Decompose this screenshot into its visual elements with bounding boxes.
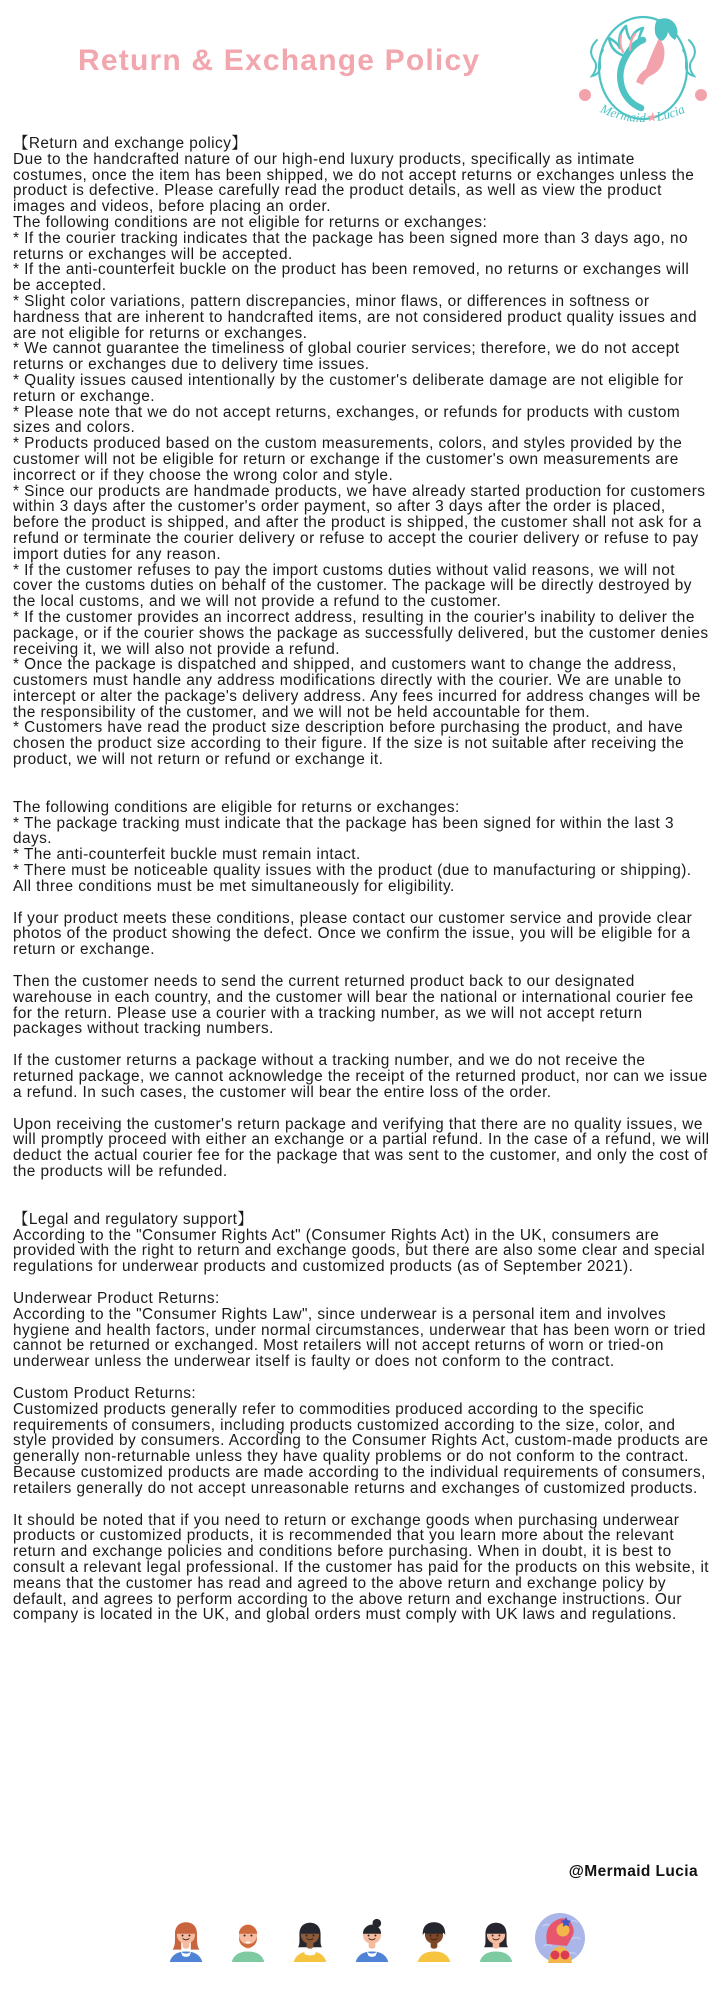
avatar-row [163, 1913, 585, 1963]
eligible-intro: The following conditions are eligible for returns or exchanges: [13, 798, 460, 816]
logo-mermaid-torso [636, 38, 664, 85]
avatar-man-ginger-beard-icon [225, 1917, 271, 1963]
eligible-note: All three conditions must be met simultaneously for eligibility. [13, 877, 455, 895]
policy-text [13, 136, 711, 1623]
mermaid-logo-icon [572, 8, 714, 136]
not-eligible-item: * If the customer refuses to pay the import customs duties without valid reasons, we will not cover the customs duties on behalf of the customer. The package will be directly destroyed by the local customs, and we will not provide a refund to the customer. [13, 561, 692, 611]
legal-section-heading: 【Legal and regulatory support】 [13, 1210, 254, 1228]
process-paragraph: Upon receiving the customer's return package and verifying that there are no quality issues, we will promptly proceed with either an exchange or a partial refund. In the case of a refund, we will deduct the actual courier fee for the package that was sent to the customer, and only the cost of the products will be refunded. [13, 1115, 710, 1181]
process-paragraph: Then the customer needs to send the current returned product back to our designated warehouse in each country, and the customer will bear the national or international courier fee for the return. Please use a courier with a tracking number, as we will not accept return packages without tracking numbers. [13, 973, 694, 1038]
not-eligible-intro: The following conditions are not eligible for returns or exchanges: [13, 213, 488, 231]
logo-mermaid-tail [620, 40, 643, 108]
avatar-woman-dark-long-icon [287, 1917, 333, 1963]
custom-returns-body: Customized products generally refer to commodities produced according to the specific requirements of consumers, including products customized according to the size, color, and style provided by consumers. According to the Consumer Rights Act, custom-made products are generally non-returnable unless they have quality problems or do not conform to the contract. Because customized products are made according to the individual requirements of consumers, retailers generally do not accept unreasonable returns and exchanges of customized products. [13, 1400, 709, 1497]
eligible-item: * The package tracking must indicate that the package has been signed for within the last 3 days. [13, 814, 674, 848]
process-paragraph: If your product meets these conditions, please contact our customer service and provide clear photos of the product showing the defect. Once we confirm the issue, you will be eligible for a return or exchange. [13, 909, 693, 959]
not-eligible-item: * Quality issues caused intentionally by the customer's deliberate damage are not eligible for return or exchange. [13, 371, 684, 405]
not-eligible-item: * Since our products are handmade products, we have already started production for customers within 3 days after the customer's order payment, so after 3 days after the order is placed, before the product is shipped, and after the product is shipped, the customer shall not ask for a refund or terminate the courier delivery or refuse to accept the courier delivery or refuse to pay import duties for any reason. [13, 482, 706, 563]
eligible-item: * The anti-counterfeit buckle must remain intact. [13, 846, 361, 864]
not-eligible-item: * We cannot guarantee the timeliness of global courier services; therefore, we do not accept returns or exchanges due to delivery time issues. [13, 340, 680, 374]
avatar-woman-bun-icon [349, 1917, 395, 1963]
underwear-returns-body: According to the "Consumer Rights Law", since underwear is a personal item and involves hygiene and health factors, under normal circumstances, underwear that has been worn or tried cannot be returned or exchanged. Most retailers will not accept returns of worn or tried-on underwear unless the underwear itself is faulty or does not conform to the contract. [13, 1305, 706, 1371]
page-title: Return & Exchange Policy [78, 44, 481, 77]
not-eligible-item: * Once the package is dispatched and shipped, and customers want to change the address, customers must handle any address modifications directly with the courier. We are unable to intercept or alter the package's delivery address. Any fees incurred for address changes will be the responsibility of the customer, and we will not be held accountable for them. [13, 656, 701, 721]
not-eligible-item: * Products produced based on the custom measurements, colors, and styles provided by the customer will not be eligible for return or exchange if the customer's own measurements are incorrect or if they choose the wrong color and style. [13, 435, 683, 484]
avatar-man-curly-icon [411, 1917, 457, 1963]
brand-logo [572, 8, 714, 136]
eligible-item: * There must be noticeable quality issues with the product (due to manufacturing or shipping). [13, 862, 692, 880]
brand-handle: @Mermaid Lucia [568, 1863, 698, 1880]
not-eligible-item: * If the customer provides an incorrect address, resulting in the courier's inability to deliver the package, or if the courier shows the package as successfully delivered, but the customer denies receiving it, we will also not provide a refund. [13, 608, 709, 658]
not-eligible-item: * Slight color variations, pattern discrepancies, minor flaws, or differences in softness or hardness that are inherent to handcrafted items, are not considered product quality issues and are not eligible for returns or exchanges. [13, 292, 697, 342]
process-paragraph: If the customer returns a package without a tracking number, and we do not receive the returned package, we cannot acknowledge the receipt of the returned product, nor can we issue a refund. In such cases, the customer will bear the entire loss of the order. [13, 1052, 708, 1101]
logo-left-swirl [591, 40, 603, 76]
avatar-mermaid-icon [535, 1913, 585, 1963]
not-eligible-item: * If the anti-counterfeit buckle on the product has been removed, no returns or exchanges will be accepted. [13, 261, 690, 295]
legal-intro: According to the "Consumer Rights Act" (Consumer Rights Act) in the UK, consumers are provided with the right to return and exchange goods, but there are also some clear and special regulations for underwear products and customized products (as of September 2021). [13, 1226, 706, 1276]
not-eligible-item: * Please note that we do not accept returns, exchanges, or refunds for products with custom sizes and colors. [13, 403, 681, 437]
avatar-woman-bob-icon [473, 1917, 519, 1963]
logo-shell-right [695, 89, 707, 101]
not-eligible-item: * If the courier tracking indicates that the package has been signed more than 3 days ago, no returns or exchanges will be accepted. [13, 229, 688, 263]
logo-right-swirl [683, 40, 695, 76]
avatar-woman-ginger-long-icon [163, 1917, 209, 1963]
logo-caption: Mermaid★Lucia [598, 100, 687, 126]
custom-returns-title: Custom Product Returns: [13, 1384, 197, 1402]
return-section-heading: 【Return and exchange policy】 [13, 135, 248, 152]
underwear-returns-title: Underwear Product Returns: [13, 1290, 220, 1307]
logo-mermaid-hair [655, 18, 678, 41]
return-intro: Due to the handcrafted nature of our high-end luxury products, specifically as intimate costumes, once the item has been shipped, we do not accept returns or exchanges unless the product is defective. Please carefully read the product details, as well as view the product images and videos, before placing an order. [13, 150, 695, 216]
not-eligible-item: * Customers have read the product size description before purchasing the product, and have chosen the product size according to their figure. If the size is not suitable after receiving the product, we will not return or refund or exchange it. [13, 719, 685, 769]
logo-shell-left [579, 89, 591, 101]
closing-paragraph: It should be noted that if you need to return or exchange goods when purchasing underwear products or customized products, it is recommended that you learn more about the relevant return and exchange policies and conditions before purchasing. When in doubt, it is best to consult a relevant legal professional. If the customer has paid for the products on this website, it means that the customer has read and agreed to the above return and exchange policy by default, and agrees to perform according to the above return and exchange instructions. Our company is located in the UK, and global orders must comply with UK laws and regulations. [13, 1511, 710, 1624]
